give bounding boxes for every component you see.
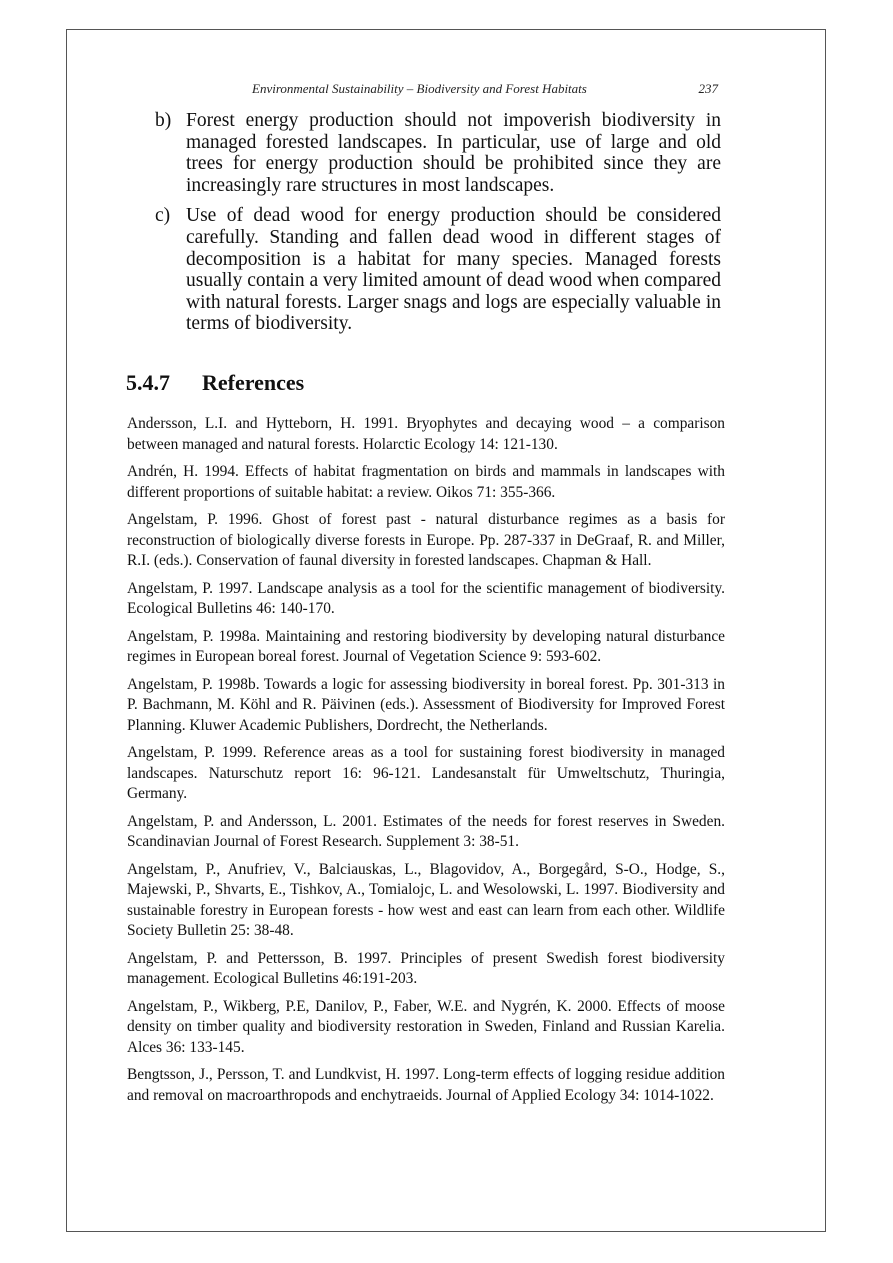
reference-entry: Angelstam, P., Wikberg, P.E, Danilov, P., Faber, W.E. and Nygrén, K. 2000. Effects of moose density on timber quality and biodiversity restoration in Sweden, Finland and Russian Karelia. Alces 36: 133-145.: [127, 997, 725, 1056]
list-item-text: Forest energy production should not impoverish biodiversity in managed forested landscapes. In particular, use of large and old trees for energy production should be prohibited since they are increasingly rare structures in most landscapes.: [186, 110, 721, 196]
reference-entry: Angelstam, P., Anufriev, V., Balciauskas, L., Blagovidov, A., Borgegård, S-O., Hodge, S., Majewski, P., Shvarts, E., Tishkov, A., Tomialojc, L. and Wesolowski, L. 1997. Biodiversity and sustainable forestry in European forests - how west and east can learn from each other. Wildlife Society Bulletin 25: 38-48.: [127, 860, 725, 939]
running-header: [160, 81, 718, 99]
section-number: 5.4.7: [126, 370, 170, 395]
page-number: 237: [698, 81, 718, 96]
recommendation-list: [155, 110, 721, 344]
list-marker: c): [155, 205, 171, 227]
section-title: References: [202, 370, 305, 395]
reference-entry: Angelstam, P. 1997. Landscape analysis as a tool for the scientific management of biodiversity. Ecological Bulletins 46: 140-170.: [127, 579, 725, 617]
reference-entry: Andersson, L.I. and Hytteborn, H. 1991. Bryophytes and decaying wood – a comparison between managed and natural forests. Holarctic Ecology 14: 121-130.: [127, 415, 725, 453]
list-marker: b): [155, 110, 172, 131]
reference-entry: Bengtsson, J., Persson, T. and Lundkvist, H. 1997. Long-term effects of logging residue addition and removal on macroarthropods and enchytraeids. Journal of Applied Ecology 34: 1014-1022.: [127, 1066, 725, 1104]
reference-entry: Angelstam, P. 1999. Reference areas as a tool for sustaining forest biodiversity in managed landscapes. Naturschutz report 16: 96-121. Landesanstalt für Umweltschutz, Thuringia, Germany.: [127, 744, 725, 802]
running-title: Environmental Sustainability – Biodiversity and Forest Habitats: [252, 81, 587, 96]
reference-entry: Angelstam, P. 1998b. Towards a logic for assessing biodiversity in boreal forest. Pp. 301-313 in P. Bachmann, M. Köhl and R. Päivinen (eds.). Assessment of Biodiversity for Improved Forest Planning. Kluwer Academic Publishers, Dordrecht, the Netherlands.: [127, 675, 725, 734]
list-item: [155, 110, 721, 196]
section-heading: [126, 370, 304, 396]
list-item: [155, 205, 721, 335]
reference-entry: Angelstam, P. and Andersson, L. 2001. Estimates of the needs for forest reserves in Sweden. Scandinavian Journal of Forest Research. Supplement 3: 38-51.: [127, 812, 725, 850]
reference-entry: Andrén, H. 1994. Effects of habitat fragmentation on birds and mammals in landscapes with different proportions of suitable habitat: a review. Oikos 71: 355-366.: [127, 463, 725, 501]
reference-entry: Angelstam, P. 1996. Ghost of forest past - natural disturbance regimes as a basis for reconstruction of biologically diverse forests in Europe. Pp. 287-337 in DeGraaf, R. and Miller, R.I. (eds.). Conservation of faunal diversity in forested landscapes. Chapman & Hall.: [127, 511, 725, 569]
list-item-text: Use of dead wood for energy production should be considered carefully. Standing and fallen dead wood in different stages of decomposition is a habitat for many species. Managed forests usually contain a very limited amount of dead wood when compared with natural forests. Larger snags and logs are especially valuable in terms of biodiversity.: [186, 205, 722, 335]
reference-entry: Angelstam, P. and Pettersson, B. 1997. Principles of present Swedish forest biodiversity management. Ecological Bulletins 46:191-203.: [127, 949, 725, 987]
reference-entry: Angelstam, P. 1998a. Maintaining and restoring biodiversity by developing natural disturbance regimes in European boreal forest. Journal of Vegetation Science 9: 593-602.: [127, 627, 725, 665]
reference-list: [127, 414, 725, 1113]
